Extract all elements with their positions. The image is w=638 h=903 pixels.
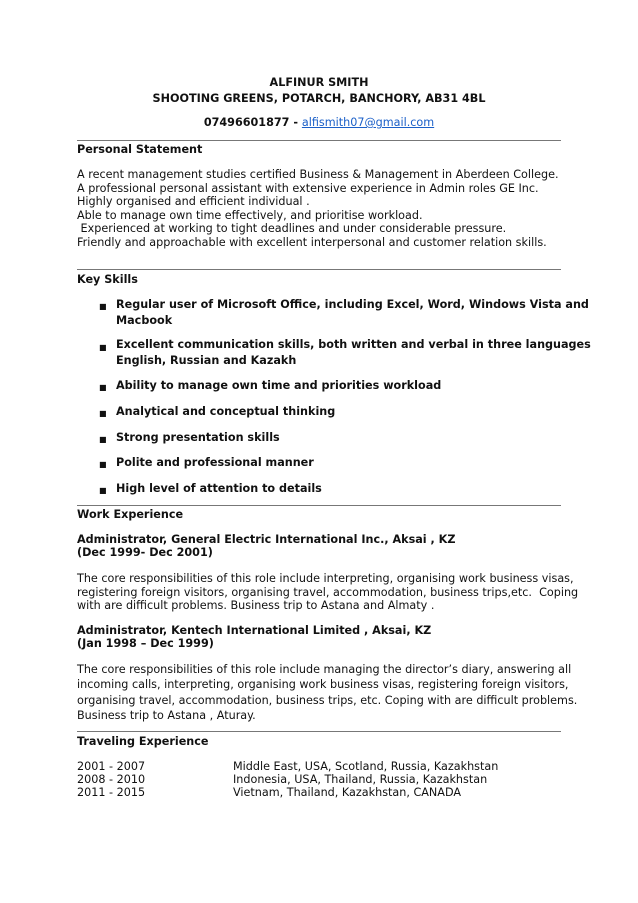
description-line: organising travel, accommodation, business trips, etc. Coping with are difficult problems. xyxy=(77,693,578,707)
skill-line: Polite and professional manner xyxy=(116,456,314,469)
divider xyxy=(77,140,561,141)
bullet-icon: ■ xyxy=(99,435,107,444)
description-line: with are difficult problems. Business trip to Astana and Almaty . xyxy=(77,599,435,613)
job-dates: (Jan 1998 – Dec 1999) xyxy=(77,637,214,650)
job-title: Administrator, General Electric International Inc., Aksai , KZ xyxy=(77,533,456,546)
travel-period: 2011 - 2015 xyxy=(77,786,146,799)
job-title: Administrator, Kentech International Limited , Aksai, KZ xyxy=(77,624,432,637)
job-description xyxy=(77,572,578,613)
skill-item xyxy=(116,337,591,368)
statement-line: A recent management studies certified Business & Management in Aberdeen College. xyxy=(77,168,559,181)
skill-line: Macbook xyxy=(116,313,173,327)
phone-number: 07496601877 xyxy=(203,116,290,129)
bullet-icon: ■ xyxy=(99,486,107,495)
skill-item xyxy=(116,481,322,497)
section-heading-personal-statement: Personal Statement xyxy=(77,143,203,156)
travel-period: 2001 - 2007 xyxy=(77,760,146,773)
bullet-icon: ■ xyxy=(99,343,107,352)
description-line: incoming calls, interpreting, organising work business visas, registering foreign visitors, xyxy=(77,678,569,692)
skill-line: High level of attention to details xyxy=(116,482,322,495)
travel-places: Middle East, USA, Scotland, Russia, Kazakhstan xyxy=(233,760,499,773)
bullet-icon: ■ xyxy=(99,383,107,392)
skill-line: English, Russian and Kazakh xyxy=(116,353,297,367)
personal-statement-text xyxy=(77,168,559,250)
contact-line xyxy=(0,116,638,130)
divider xyxy=(77,505,561,506)
skill-line: Ability to manage own time and priorities workload xyxy=(116,379,442,392)
statement-line: Able to manage own time effectively, and prioritise workload. xyxy=(77,208,423,222)
description-line: The core responsibilities of this role include managing the director’s diary, answering all xyxy=(77,663,572,676)
statement-line: A professional personal assistant with extensive experience in Admin roles GE Inc. xyxy=(77,181,539,195)
email-link[interactable]: alfismith07@gmail.com xyxy=(301,116,435,129)
statement-line: Friendly and approachable with excellent interpersonal and customer relation skills. xyxy=(77,235,547,249)
statement-line: Experienced at working to tight deadlines and under considerable pressure. xyxy=(77,222,507,236)
description-line: Business trip to Astana , Aturay. xyxy=(77,708,256,722)
description-line: registering foreign visitors, organising travel, accommodation, business trips,etc. Coping xyxy=(77,585,579,599)
travel-places: Indonesia, USA, Thailand, Russia, Kazakhstan xyxy=(233,773,488,786)
section-heading-traveling-experience: Traveling Experience xyxy=(77,735,209,748)
skill-item xyxy=(116,404,335,420)
skill-item xyxy=(116,378,441,394)
candidate-address: SHOOTING GREENS, POTARCH, BANCHORY, AB31 4BL xyxy=(152,92,486,105)
skill-item xyxy=(116,297,589,328)
skill-line: Regular user of Microsoft Office, including Excel, Word, Windows Vista and xyxy=(116,298,589,311)
candidate-name: ALFINUR SMITH xyxy=(269,76,369,89)
skill-item xyxy=(116,430,280,446)
skill-line: Analytical and conceptual thinking xyxy=(116,405,336,418)
divider xyxy=(77,731,561,732)
skill-line: Excellent communication skills, both written and verbal in three languages xyxy=(116,338,591,351)
statement-line: Highly organised and efficient individual . xyxy=(77,195,310,209)
section-heading-work-experience: Work Experience xyxy=(77,508,184,521)
bullet-icon: ■ xyxy=(99,302,107,311)
travel-period: 2008 - 2010 xyxy=(77,773,146,786)
job-dates: (Dec 1999- Dec 2001) xyxy=(77,546,213,559)
divider xyxy=(77,269,561,270)
skill-line: Strong presentation skills xyxy=(116,431,280,444)
bullet-icon: ■ xyxy=(99,460,107,469)
contact-separator: - xyxy=(289,116,302,129)
section-heading-key-skills: Key Skills xyxy=(77,273,138,286)
job-description xyxy=(77,662,577,723)
skill-item xyxy=(116,455,314,471)
description-line: The core responsibilities of this role include interpreting, organising work business visas, xyxy=(77,572,574,585)
travel-places: Vietnam, Thailand, Kazakhstan, CANADA xyxy=(233,786,462,799)
bullet-icon: ■ xyxy=(99,409,107,418)
